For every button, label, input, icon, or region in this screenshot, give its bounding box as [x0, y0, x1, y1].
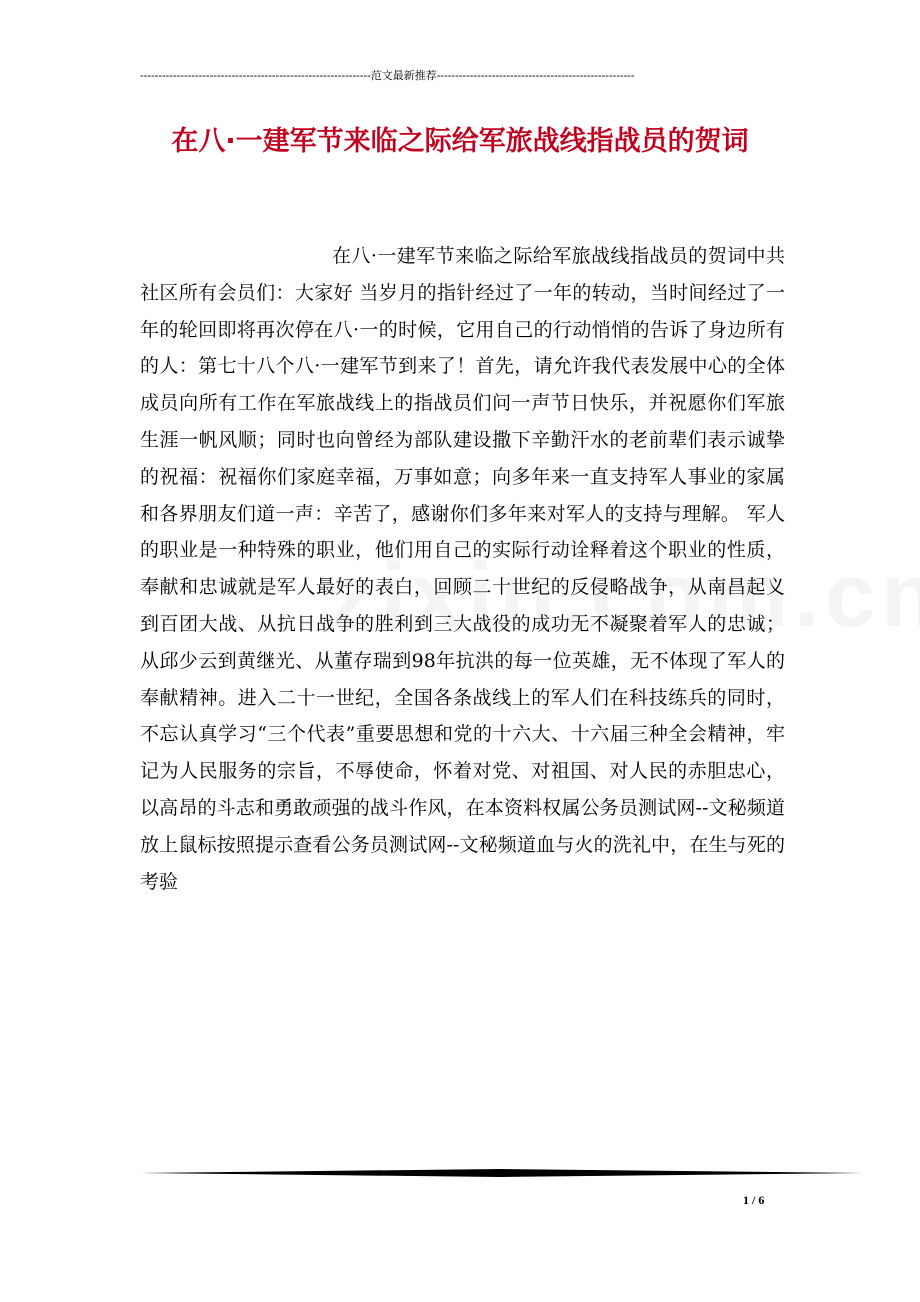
footer-rule — [140, 1168, 864, 1178]
document-body: 在八·一建军节来临之际给军旅战线指战员的贺词中共社区所有会员们：大家好 当岁月的指针经过了一年的转动，当时间经过了一年的轮回即将再次停在八·一的时候，它用自己的行动悄悄的告诉了身边所有的人：第七十八个八·一建军节到来了！首先，请允许我代表发展中心的全体成员向所有工作在军旅战线上的指战员们问一声节日快乐，并祝愿你们军旅生涯一帆风顺；同时也向曾经为部队建设撒下辛勤汗水的老前辈们表示诚挚的祝福：祝福你们家庭幸福，万事如意；向多年来一直支持军人事业的家属和各界朋友们道一声：辛苦了，感谢你们多年来对军人的支持与理解。 军人的职业是一种特殊的职业，他们用自己的实际行动诠释着这个职业的性质，奉献和忠诚就是军人最好的表白，回顾二十世纪的反侵略战争，从南昌起义到百团大战、从抗日战争的胜利到三大战役的成功无不凝聚着军人的忠诚；从邱少云到黄继光、从董存瑞到98年抗洪的每一位英雄，无不体现了军人的奉献精神。进入二十一世纪，全国各条战线上的军人们在科技练兵的同时，不忘认真学习“三个代表”重要思想和党的十六大、十六届三种全会精神，牢记为人民服务的宗旨，不辱使命，怀着对党、对祖国、对人民的赤胆忠心，以高昂的斗志和勇敢顽强的战斗作风，在本资料权属公务员测试网--文秘频道放上鼠标按照提示查看公务员测试网--文秘频道血与火的洗礼中，在生与死的考验 — [140, 245, 785, 893]
page-header-banner: ---------------------------------------------------------------范文最新推荐------------------------------------------------------ — [140, 70, 635, 82]
document-title: 在八·一建军节来临之际给军旅战线指战员的贺词 — [171, 126, 749, 157]
page-number: 1 / 6 — [743, 1193, 765, 1207]
